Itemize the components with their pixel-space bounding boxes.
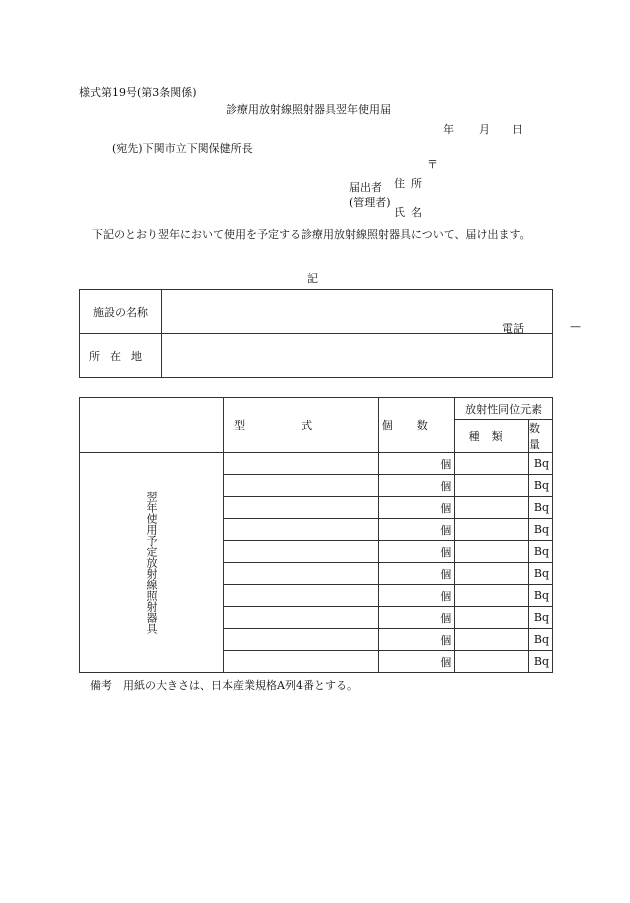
quantity-cell[interactable]: Bq [529, 563, 553, 585]
col-type: 種類 [455, 420, 529, 453]
model-cell[interactable] [224, 607, 379, 629]
submitter-label [349, 180, 391, 210]
count-cell[interactable]: 個 [379, 541, 455, 563]
quantity-cell[interactable]: Bq [529, 541, 553, 563]
count-cell[interactable]: 個 [379, 629, 455, 651]
type-cell[interactable] [455, 453, 529, 475]
quantity-cell[interactable]: Bq [529, 607, 553, 629]
model-cell[interactable] [224, 475, 379, 497]
quantity-cell[interactable]: Bq [529, 519, 553, 541]
count-cell[interactable]: 個 [379, 497, 455, 519]
form-number: 様式第19号(第3条関係) [79, 86, 197, 99]
model-cell[interactable] [224, 585, 379, 607]
count-cell[interactable]: 個 [379, 453, 455, 475]
type-cell[interactable] [455, 475, 529, 497]
body-text: 下記のとおり翌年において使用を予定する診療用放射線照射器具について、届け出ます。 [92, 228, 531, 241]
device-table [79, 397, 553, 673]
model-cell[interactable] [224, 651, 379, 673]
name-label: 氏名 [394, 206, 428, 219]
type-cell[interactable] [455, 607, 529, 629]
count-cell[interactable]: 個 [379, 607, 455, 629]
corner-cell [80, 398, 224, 453]
model-cell[interactable] [224, 629, 379, 651]
quantity-cell[interactable]: Bq [529, 585, 553, 607]
count-cell[interactable]: 個 [379, 475, 455, 497]
note: 備考 用紙の大きさは、日本産業規格A列4番とする。 [90, 679, 358, 692]
facility-name-label: 施設の名称 [80, 290, 162, 334]
type-cell[interactable] [455, 541, 529, 563]
count-cell[interactable]: 個 [379, 519, 455, 541]
quantity-cell[interactable]: Bq [529, 475, 553, 497]
ki-mark: 記 [307, 272, 318, 285]
side-label: 翌年使用予定放射線照射器具 [145, 491, 158, 634]
model-cell[interactable] [224, 519, 379, 541]
submitter-sub: (管理者) [349, 196, 391, 209]
addressee: (宛先)下関市立下関保健所長 [112, 142, 253, 155]
document-title: 診療用放射線照射器具翌年使用届 [226, 103, 391, 116]
facility-table [79, 289, 581, 378]
side-label-cell [80, 453, 224, 673]
count-cell[interactable]: 個 [379, 585, 455, 607]
submitter-title: 届出者 [349, 181, 382, 194]
col-isotope: 放射性同位元素 [455, 398, 553, 420]
count-cell[interactable]: 個 [379, 563, 455, 585]
postal-mark: 〒 [427, 158, 438, 171]
type-cell[interactable] [455, 497, 529, 519]
model-cell[interactable] [224, 563, 379, 585]
type-cell[interactable] [455, 519, 529, 541]
count-cell[interactable]: 個 [379, 651, 455, 673]
model-cell[interactable] [224, 497, 379, 519]
col-quantity: 数量 [529, 420, 553, 453]
location-field[interactable] [162, 334, 553, 378]
date-year-label: 年 [443, 123, 454, 136]
quantity-cell[interactable]: Bq [529, 497, 553, 519]
quantity-cell[interactable]: Bq [529, 651, 553, 673]
location-label: 所在地 [80, 334, 162, 378]
quantity-cell[interactable]: Bq [529, 453, 553, 475]
type-cell[interactable] [455, 629, 529, 651]
col-model: 型式 [224, 398, 379, 453]
type-cell[interactable] [455, 651, 529, 673]
type-cell[interactable] [455, 563, 529, 585]
address-label: 住所 [394, 177, 428, 190]
tel-dash: — [570, 320, 581, 333]
col-count: 個数 [379, 398, 455, 453]
date-month-label: 月 [479, 123, 490, 136]
type-cell[interactable] [455, 585, 529, 607]
model-cell[interactable] [224, 453, 379, 475]
date-day-label: 日 [512, 123, 523, 136]
quantity-cell[interactable]: Bq [529, 629, 553, 651]
model-cell[interactable] [224, 541, 379, 563]
facility-name-field[interactable] [162, 290, 581, 335]
tel-label: 電話 [502, 322, 524, 335]
